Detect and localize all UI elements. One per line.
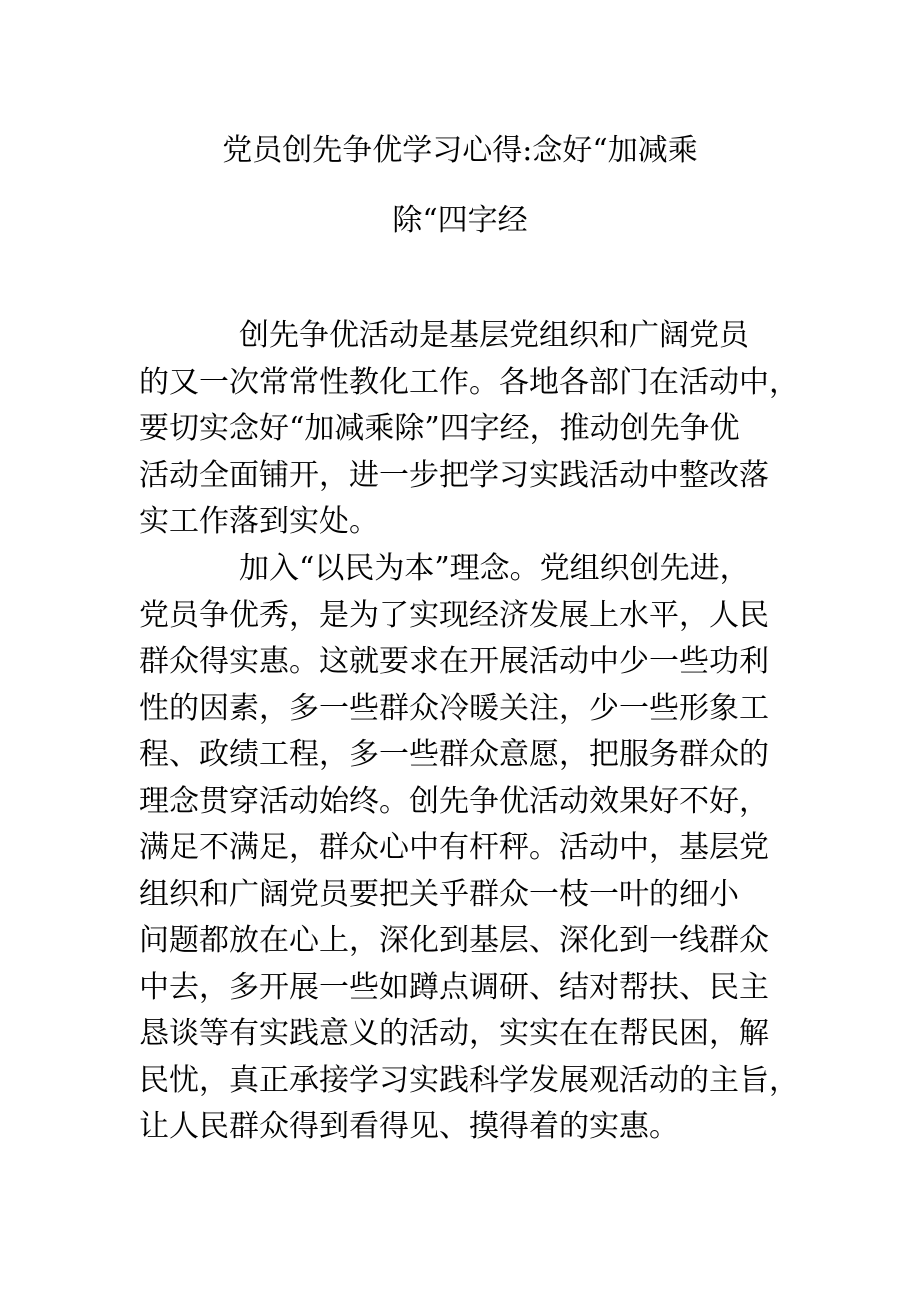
paragraph-2-line: 党员争优秀，是为了实现经济发展上水平，人民	[139, 597, 769, 633]
paragraph-2-line: 民忧，真正承接学习实践科学发展观活动的主旨，	[139, 1062, 799, 1098]
paragraph-1-line: 创先争优活动是基层党组织和广阔党员	[239, 318, 749, 353]
paragraph-2-line: 恳谈等有实践意义的活动，实实在在帮民困，解	[139, 1016, 769, 1051]
paragraph-1-line: 要切实念好“加减乘除”四字经，推动创先争优	[139, 411, 740, 446]
document-title-line-2: 除“四字经	[392, 203, 528, 238]
paragraph-1-line: 活动全面铺开，进一步把学习实践活动中整改落	[139, 457, 769, 493]
paragraph-2-line: 理念贯穿活动始终。创先争优活动效果好不好，	[139, 783, 769, 819]
paragraph-1-line: 的又一次常常性教化工作。各地各部门在活动中，	[139, 364, 799, 400]
document-title-line-1: 党员创先争优学习心得:念好“加减乘	[222, 133, 698, 168]
paragraph-1	[139, 313, 799, 546]
paragraph-2	[139, 546, 799, 1151]
paragraph-2-line: 性的因素，多一些群众冷暖关注，少一些形象工	[139, 690, 769, 726]
paragraph-2-line: 程、政绩工程，多一些群众意愿，把服务群众的	[139, 737, 769, 772]
paragraph-2-line: 让人民群众得到看得见、摸得着的实惠。	[139, 1109, 679, 1144]
paragraph-2-line: 加入“以民为本”理念。党组织创先进，	[239, 551, 750, 586]
paragraph-2-line: 满足不满足，群众心中有杆秤。活动中，基层党	[139, 830, 769, 865]
paragraph-2-line: 中去，多开展一些如蹲点调研、结对帮扶、民主	[139, 969, 769, 1005]
paragraph-2-line: 群众得实惠。这就要求在开展活动中少一些功利	[139, 644, 769, 679]
paragraph-1-line: 实工作落到实处。	[139, 504, 379, 539]
paragraph-2-line: 问题都放在心上，深化到基层、深化到一线群众	[139, 923, 769, 958]
paragraph-2-line: 组织和广阔党员要把关乎群众一枝一叶的细小	[139, 876, 739, 912]
